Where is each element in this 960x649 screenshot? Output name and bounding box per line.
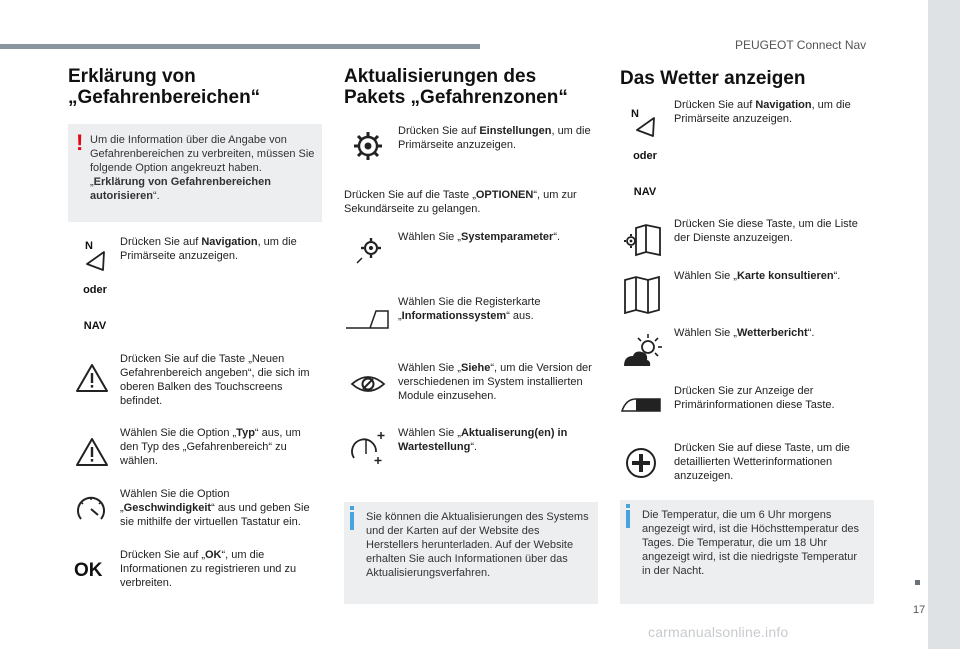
step-ok-text: Drücken Sie auf „OK“, um die Informationen zu registrieren und zu verbreiten. xyxy=(120,549,297,589)
navigation-arrow-icon xyxy=(84,250,106,274)
watermark: carmanualsonline.info xyxy=(648,624,789,640)
warning-triangle-icon xyxy=(74,362,110,394)
settings-gear-icon xyxy=(352,130,384,162)
nav-button-label: NAV xyxy=(633,186,657,198)
step-navigation-text: Drücken Sie auf Navigation, um die Primärseite anzuzeigen. xyxy=(120,236,297,262)
info-mark-icon xyxy=(350,512,354,530)
or-label: oder xyxy=(83,284,107,296)
view-eye-icon xyxy=(350,372,386,396)
warning-box xyxy=(68,124,322,222)
speedometer-icon xyxy=(74,492,108,526)
weather-sun-cloud-icon xyxy=(622,332,664,370)
system-parameters-icon xyxy=(354,236,384,266)
or-label: oder xyxy=(633,150,657,162)
step-system-params-text: Wählen Sie „Systemparameter“. xyxy=(398,231,561,243)
ok-button-label: OK xyxy=(74,560,103,581)
page-number: 17 xyxy=(913,604,926,616)
side-strip xyxy=(928,0,960,649)
step-pending-updates-text: Wählen Sie „Aktualiserung(en) in Wartestellung“. xyxy=(398,427,568,453)
continue-marker xyxy=(915,580,920,585)
map-icon xyxy=(622,276,662,314)
step-details-text: Drücken Sie auf diese Taste, um die detaillierten Wetterinformationen anzuzeigen. xyxy=(674,442,850,482)
step-map-text: Wählen Sie „Karte konsultieren“. xyxy=(674,270,841,282)
nav-n-label: N xyxy=(85,240,93,252)
step-type-text: Wählen Sie die Option „Typ“ aus, um den Typ des „Gefahrenbereich“ zu wählen. xyxy=(120,427,301,467)
header-title: PEUGEOT Connect Nav xyxy=(735,38,867,52)
top-rule xyxy=(0,44,480,49)
step-speed-text: Wählen Sie die Option „Geschwindigkeit“ aus und geben Sie sie mithilfe der virtuellen Tastatur ein. xyxy=(120,488,310,528)
step-new-danger-zone-text: Drücken Sie auf die Taste „Neuen Gefahrenbereich angeben“, die sich im oberen Balken des Touchscreens befindet. xyxy=(120,353,310,407)
step-navigation-text: Drücken Sie auf Navigation, um die Primärseite anzuzeigen. xyxy=(674,99,851,125)
nav-n-label: N xyxy=(631,108,639,120)
nav-button-label: NAV xyxy=(83,320,107,332)
step-view-text: Wählen Sie „Siehe“, um die Version der verschiedenen im System installierten Module einzusehen. xyxy=(398,362,592,402)
navigation-arrow-icon xyxy=(634,116,656,140)
info-box-weather xyxy=(620,500,874,604)
step-services-text: Drücken Sie diese Taste, um die Liste der Dienste anzuzeigen. xyxy=(674,218,858,244)
warning-exclamation-icon: ! xyxy=(76,130,84,155)
pending-updates-icon xyxy=(348,430,388,466)
section-title-updates: Aktualisierungen des Pakets „Gefahrenzonen“ xyxy=(344,66,568,108)
section-title-danger-zones: Erklärung von „Gefahrenbereichen“ xyxy=(68,66,261,108)
info-mark-icon xyxy=(626,510,630,528)
warning-text: Um die Information über die Angabe von Gefahrenbereichen zu verbreiten, müssen Sie folgende Option angekreuzt haben. „Erklärung von Gefahrenbereichen autorisieren“. xyxy=(90,134,315,202)
step-options-text: Drücken Sie auf die Taste „OPTIONEN“, um zur Sekundärseite zu gelangen. xyxy=(344,189,577,215)
warning-triangle-icon xyxy=(74,436,110,468)
info-box-updates xyxy=(344,502,598,604)
primary-info-tab-icon xyxy=(620,396,662,414)
plus-circle-icon xyxy=(624,446,658,480)
step-settings-text: Drücken Sie auf Einstellungen, um die Primärseite anzuzeigen. xyxy=(398,125,591,151)
info-box-text: Die Temperatur, die um 6 Uhr morgens angezeigt wird, ist die Höchsttemperatur des Tages. Die Temperatur, die um 18 Uhr angezeigt wird, ist die niedrigste Temperatur in der Nacht. xyxy=(642,509,860,577)
services-map-gear-icon xyxy=(622,224,662,258)
step-weather-report-text: Wählen Sie „Wetterbericht“. xyxy=(674,327,815,339)
step-info-system-text: Wählen Sie die Registerkarte „Informationssystem“ aus. xyxy=(398,296,541,322)
step-primary-info-text: Drücken Sie zur Anzeige der Primärinformationen diese Taste. xyxy=(674,385,835,411)
section-title-weather: Das Wetter anzeigen xyxy=(620,68,806,89)
info-system-tab-icon xyxy=(344,308,390,330)
info-box-text: Sie können die Aktualisierungen des Systems und der Karten auf der Website des Herstellers herunterladen. Auf der Website erhalten Sie auch Informationen über das Aktualisierungsverfahren. xyxy=(366,511,589,579)
